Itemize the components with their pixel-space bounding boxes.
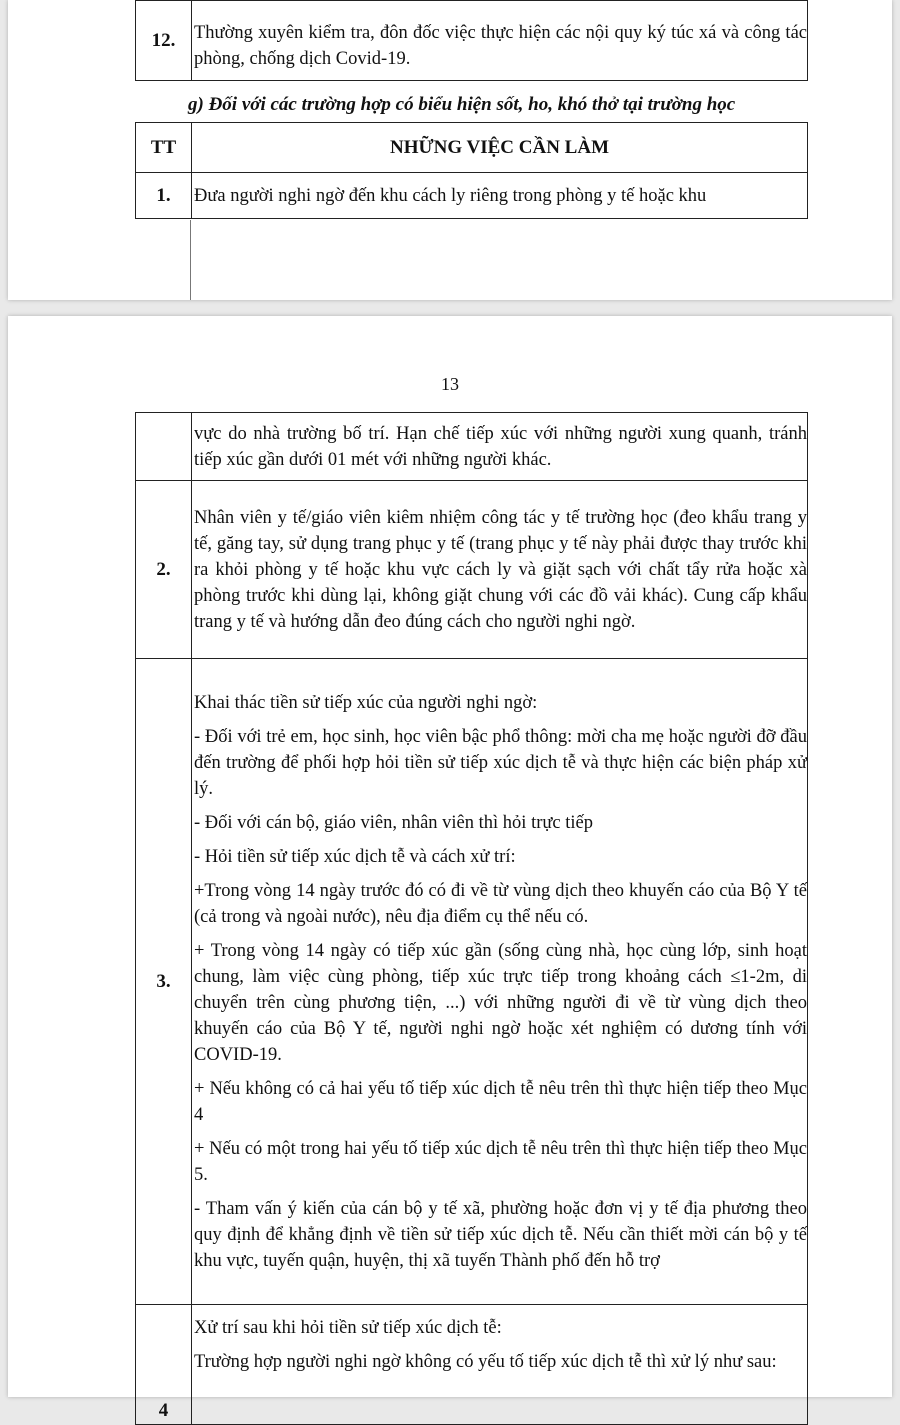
row-text: Nhân viên y tế/giáo viên kiêm nhiệm công tác y tế trường học (đeo khẩu trang y tế, găng tay, sử dụng trang phục y tế (trang phục y tế này phải được thay trước khi ra khỏi phòng y tế hoặc khu vực cách ly và giặt sạch với chất tẩy rửa hoặc xà phòng trước khi dùng lại, không giặt chung với các đồ vải khác). Cung cấp khẩu trang y tế và hướng dẫn đeo đúng cách cho người nghi ngờ. [192, 481, 808, 659]
task-table [135, 122, 808, 219]
table-row [136, 413, 808, 481]
paragraph: Xử trí sau khi hỏi tiền sử tiếp xúc dịch tễ: [194, 1318, 502, 1338]
row-number: 1. [136, 173, 192, 219]
table-continued [135, 0, 808, 81]
document-page-13 [8, 316, 892, 1421]
paragraph: Khai thác tiền sử tiếp xúc của người nghi ngờ: [194, 692, 538, 713]
paragraph: + Trong vòng 14 ngày có tiếp xúc gần (sống cùng nhà, học cùng lớp, sinh hoạt chung, làm việc cùng phòng, tiếp xúc trực tiếp trong khoảng cách ≤1-2m, di chuyển trên cùng phương tiện, ...) với những người đi về từ vùng dịch theo khuyến cáo của Bộ Y tế, người nghi ngờ hoặc xét nghiệm có dương tính với COVID-19. [194, 940, 807, 1065]
table-row [136, 173, 808, 219]
document-page-12 [8, 0, 892, 300]
paragraph: + Nếu có một trong hai yếu tố tiếp xúc dịch tễ nêu trên thì thực hiện tiếp theo Mục 5. [194, 1138, 807, 1185]
paragraph: +Trong vòng 14 ngày trước đó có đi về từ vùng dịch theo khuyến cáo của Bộ Y tế (cả trong và ngoài nước), nêu địa điểm cụ thể nếu có. [194, 880, 807, 927]
table-header-row [136, 123, 808, 173]
row-text: vực do nhà trường bố trí. Hạn chế tiếp xúc với những người xung quanh, tránh tiếp xúc gần dưới 01 mét với những người khác. [192, 413, 808, 481]
table-row [136, 659, 808, 1305]
page-number: 13 [441, 374, 459, 394]
task-table-continued [135, 412, 808, 1425]
paragraph: Trường hợp người nghi ngờ không có yếu tố tiếp xúc dịch tễ thì xử lý như sau: [194, 1352, 777, 1372]
row-text: Thường xuyên kiểm tra, đôn đốc việc thực hiện các nội quy ký túc xá và công tác phòng, chống dịch Covid-19. [192, 1, 808, 81]
header-tt: TT [136, 123, 192, 173]
row-text [192, 659, 808, 1305]
table-row [136, 1, 808, 81]
row-number-empty [136, 413, 192, 481]
row-text [192, 1305, 808, 1425]
paragraph: - Hỏi tiền sử tiếp xúc dịch tễ và cách xử trí: [194, 846, 516, 867]
paragraph: - Đối với trẻ em, học sinh, học viên bậc phổ thông: mời cha mẹ hoặc người đỡ đầu đến trường để phối hợp hỏi tiền sử tiếp xúc dịch tễ và thực hiện các biện pháp xử lý. [194, 726, 807, 799]
paragraph: - Đối với cán bộ, giáo viên, nhân viên thì hỏi trực tiếp [194, 812, 593, 833]
paragraph: - Tham vấn ý kiến của cán bộ y tế xã, phường hoặc đơn vị y tế địa phương theo quy định để khẳng định về tiền sử tiếp xúc dịch tễ. Nếu cần thiết mời cán bộ y tế khu vực, tuyến quận, huyện, thị xã tuyến Thành phố đến hỗ trợ [194, 1198, 807, 1271]
row-text: Đưa người nghi ngờ đến khu cách ly riêng trong phòng y tế hoặc khu [192, 173, 808, 219]
row-number: 12. [136, 1, 192, 81]
column-divider [190, 220, 191, 300]
header-tasks: NHỮNG VIỆC CẦN LÀM [192, 123, 808, 173]
table-row [136, 481, 808, 659]
row-number: 2. [136, 481, 192, 659]
row-number: 4 [136, 1305, 192, 1425]
section-heading: g) Đối với các trường hợp có biểu hiện sốt, ho, khó thở tại trường học [188, 94, 736, 115]
table-row [136, 1305, 808, 1425]
paragraph: + Nếu không có cả hai yếu tố tiếp xúc dịch tễ nêu trên thì thực hiện tiếp theo Mục 4 [194, 1078, 807, 1125]
row-number: 3. [136, 659, 192, 1305]
